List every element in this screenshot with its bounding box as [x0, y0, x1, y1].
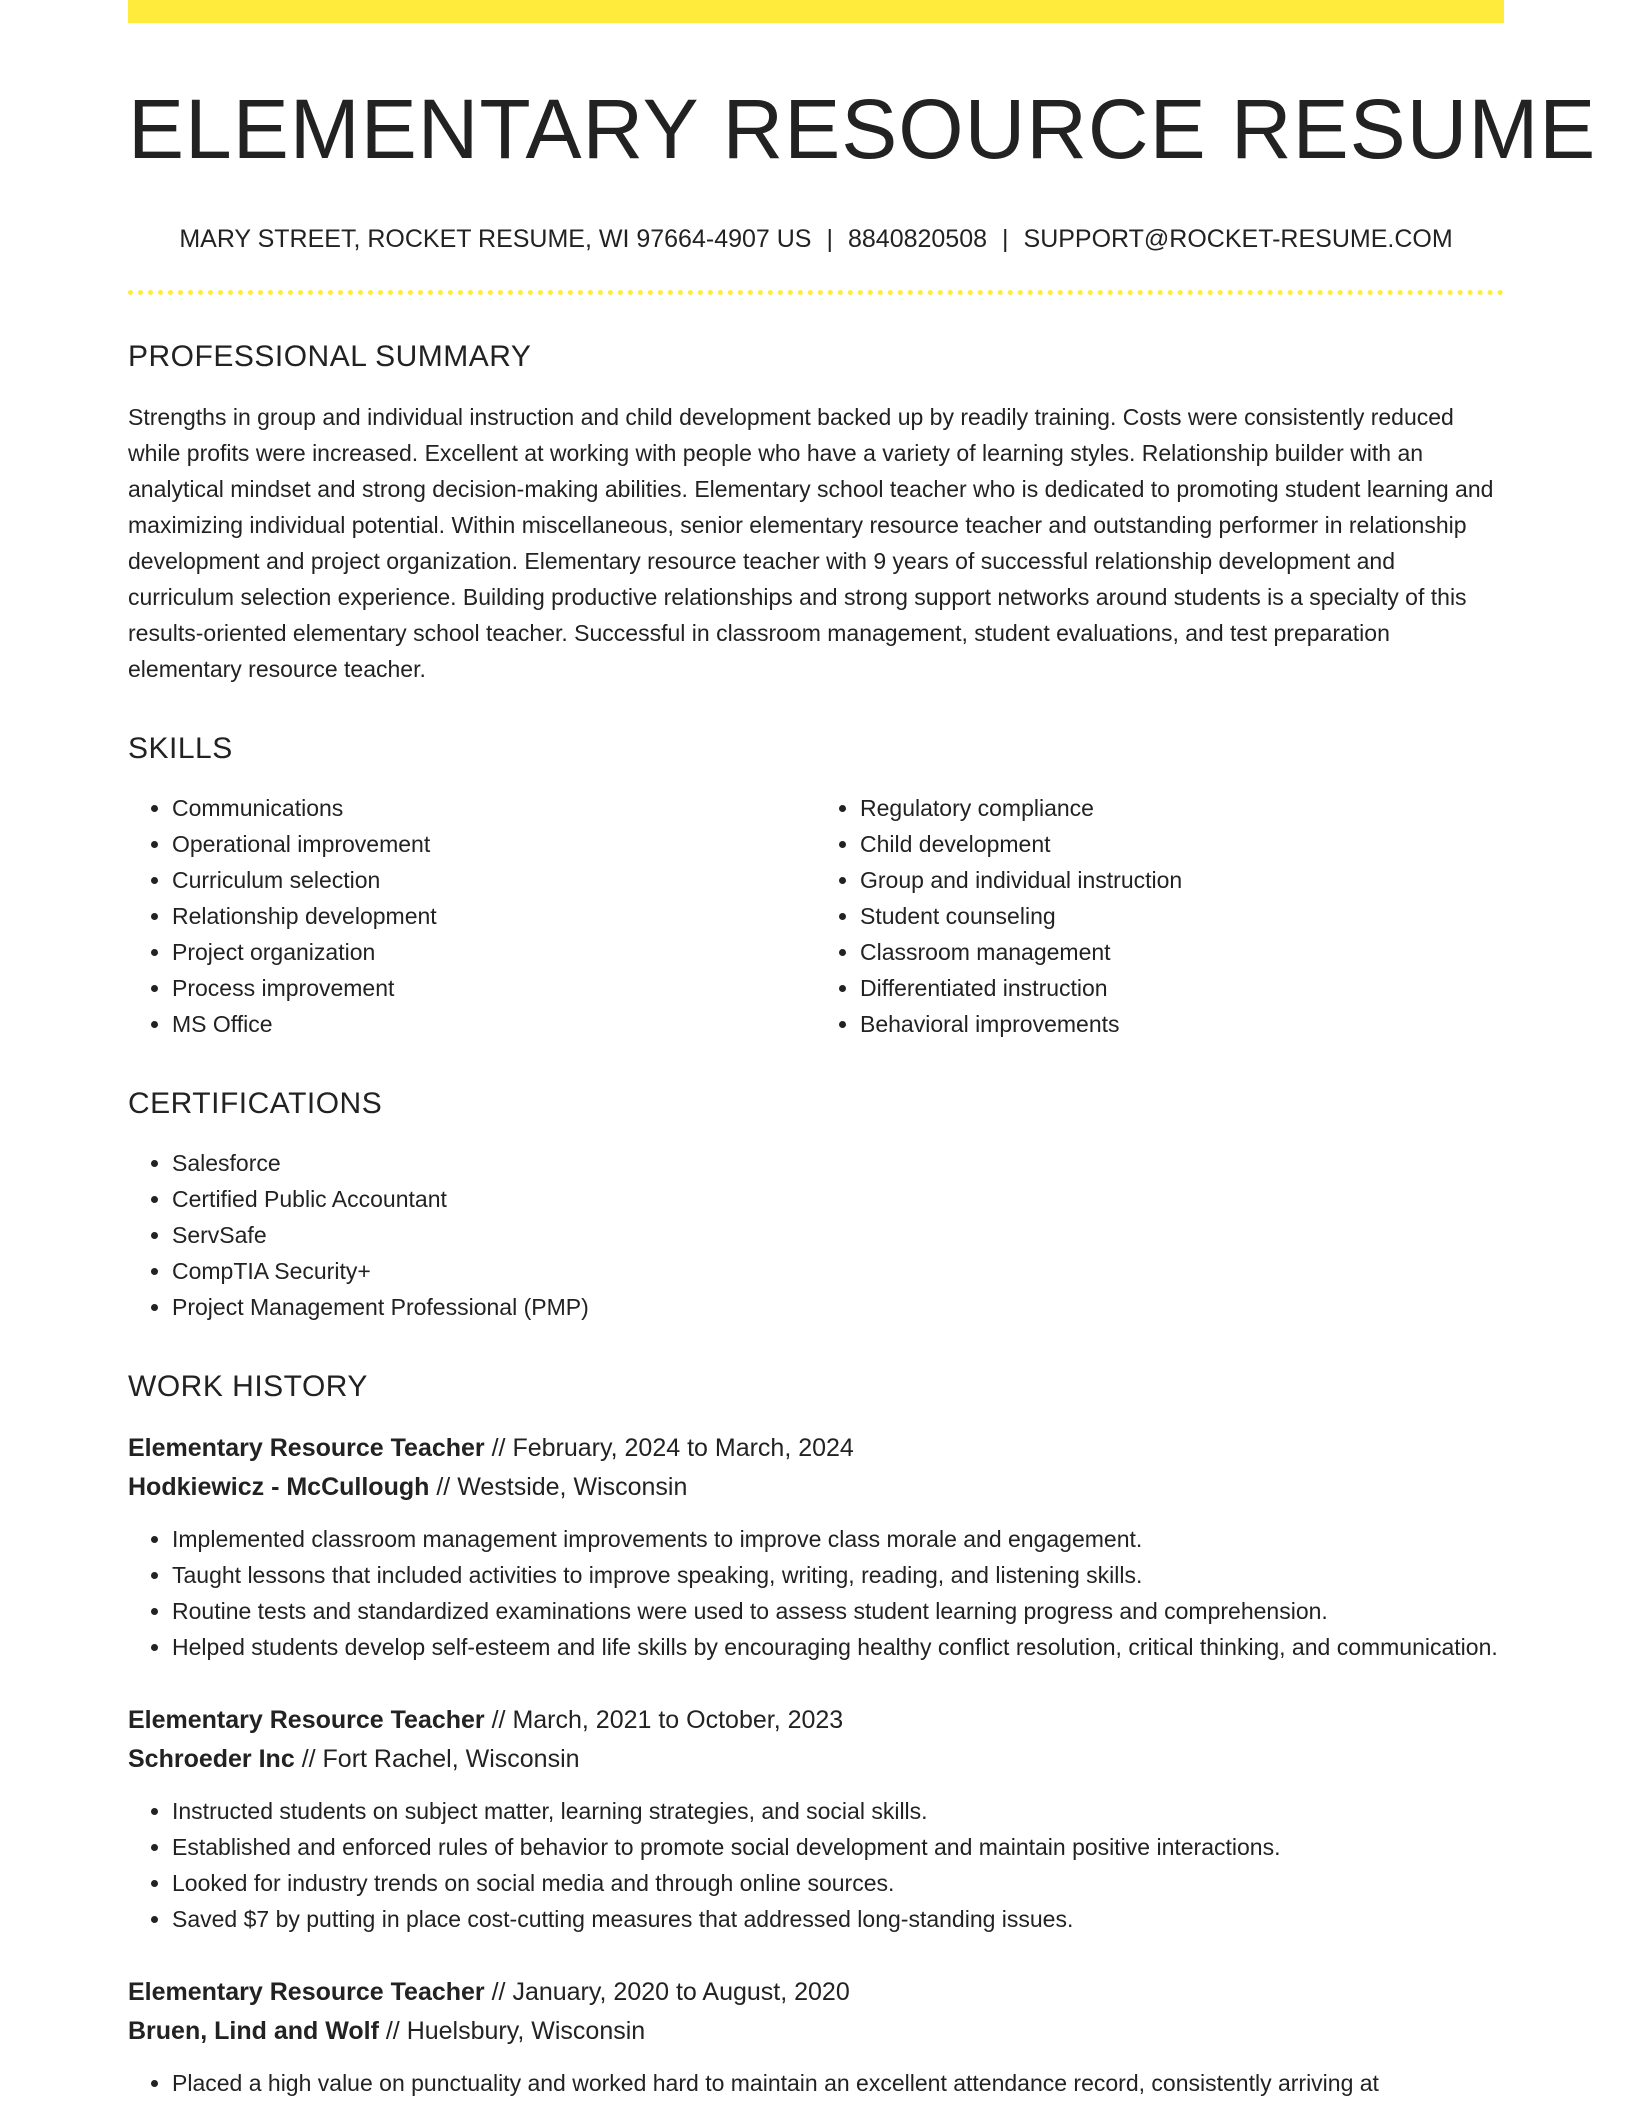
skill-item: • Project organization — [172, 934, 816, 970]
certification-item: • Project Management Professional (PMP) — [172, 1289, 1504, 1325]
certifications-section — [128, 1086, 1504, 1325]
certifications-heading: CERTIFICATIONS — [128, 1087, 383, 1121]
job-bullet: • Routine tests and standardized examinations were used to assess student learning progress and comprehension. — [172, 1593, 1504, 1629]
skill-item: • Process improvement — [172, 970, 816, 1006]
job-company-line — [128, 1740, 1504, 1779]
job-bullets — [128, 2065, 1504, 2101]
skill-item: • Classroom management — [860, 934, 1504, 970]
skill-item: • Differentiated instruction — [860, 970, 1504, 1006]
skill-item: • Child development — [860, 826, 1504, 862]
certification-item: • Salesforce — [172, 1145, 1504, 1181]
job-entry — [128, 1429, 1504, 1665]
job-location: // Fort Rachel, Wisconsin — [301, 1745, 580, 1774]
work-history-heading: WORK HISTORY — [128, 1370, 368, 1404]
job-bullet: • Established and enforced rules of behavior to promote social development and maintain positive interactions. — [172, 1829, 1504, 1865]
certifications-list — [128, 1145, 1504, 1325]
contact-separator: | — [1002, 225, 1009, 254]
contact-line — [128, 225, 1504, 254]
job-title-line — [128, 1429, 1504, 1468]
job-bullet: • Helped students develop self-esteem and life skills by encouraging healthy conflict resolution, critical thinking, and communication. — [172, 1629, 1504, 1665]
resume-page — [128, 0, 1597, 2101]
dotted-divider — [128, 290, 1504, 295]
skill-item: • Curriculum selection — [172, 862, 816, 898]
job-company-line — [128, 1468, 1504, 1507]
job-title-line — [128, 1701, 1504, 1740]
contact-phone: 8840820508 — [847, 225, 988, 254]
job-title-line — [128, 1973, 1504, 2012]
resume-title: ELEMENTARY RESOURCE RESUME — [128, 82, 1597, 176]
job-title: Elementary Resource Teacher — [128, 1434, 485, 1463]
top-accent-bar — [128, 0, 1504, 23]
job-location: // Westside, Wisconsin — [436, 1473, 688, 1502]
skill-item: • Group and individual instruction — [860, 862, 1504, 898]
skills-list-right — [816, 790, 1504, 1042]
certification-item: • CompTIA Security+ — [172, 1253, 1504, 1289]
skill-item: • Communications — [172, 790, 816, 826]
certification-item: • ServSafe — [172, 1217, 1504, 1253]
job-bullet: • Saved $7 by putting in place cost-cutting measures that addressed long-standing issues. — [172, 1901, 1504, 1937]
job-dates: // March, 2021 to October, 2023 — [491, 1706, 844, 1735]
summary-heading: PROFESSIONAL SUMMARY — [128, 340, 532, 374]
skill-item: • Regulatory compliance — [860, 790, 1504, 826]
skills-columns — [128, 790, 1504, 1042]
skill-item: • MS Office — [172, 1006, 816, 1042]
contact-email: SUPPORT@ROCKET-RESUME.COM — [1023, 225, 1453, 254]
job-location: // Huelsbury, Wisconsin — [385, 2017, 646, 2046]
skills-heading: SKILLS — [128, 732, 233, 766]
job-bullets — [128, 1793, 1504, 1937]
skill-item: • Student counseling — [860, 898, 1504, 934]
contact-address: MARY STREET, ROCKET RESUME, WI 97664-4907 US — [179, 225, 812, 254]
job-title: Elementary Resource Teacher — [128, 1978, 485, 2007]
skill-item: • Behavioral improvements — [860, 1006, 1504, 1042]
summary-text: Strengths in group and individual instruction and child development backed up by readily training. Costs were consistently reduced while profits were increased. Excellent at working with people who have a variety of learning styles. Relationship builder with an analytical mindset and strong decision-making abilities. Elementary school teacher who is dedicated to promoting student learning and maximizing individual potential. Within miscellaneous, senior elementary resource teacher and outstanding performer in relationship development and project organization. Elementary resource teacher with 9 years of successful relationship development and curriculum selection experience. Building productive relationships and strong support networks around students is a specialty of this results-oriented elementary school teacher. Successful in classroom management, student evaluations, and test preparation elementary resource teacher. — [128, 404, 1494, 683]
job-bullet: • Taught lessons that included activities to improve speaking, writing, reading, and listening skills. — [172, 1557, 1504, 1593]
skills-section — [128, 731, 1504, 1042]
job-dates: // February, 2024 to March, 2024 — [491, 1434, 854, 1463]
job-company: Bruen, Lind and Wolf — [128, 2017, 379, 2046]
job-bullets — [128, 1521, 1504, 1665]
job-entry — [128, 1701, 1504, 1937]
job-dates: // January, 2020 to August, 2020 — [491, 1978, 850, 2007]
job-bullet: • Placed a high value on punctuality and worked hard to maintain an excellent attendance record, consistently arriving at — [172, 2065, 1504, 2101]
skill-item: • Operational improvement — [172, 826, 816, 862]
job-bullet: • Implemented classroom management improvements to improve class morale and engagement. — [172, 1521, 1504, 1557]
job-bullet: • Instructed students on subject matter, learning strategies, and social skills. — [172, 1793, 1504, 1829]
work-history-section — [128, 1369, 1504, 2101]
contact-separator: | — [826, 225, 833, 254]
summary-section — [128, 339, 1504, 687]
job-entry — [128, 1973, 1504, 2101]
job-company: Hodkiewicz - McCullough — [128, 1473, 430, 1502]
job-title: Elementary Resource Teacher — [128, 1706, 485, 1735]
job-bullet: • Looked for industry trends on social media and through online sources. — [172, 1865, 1504, 1901]
skill-item: • Relationship development — [172, 898, 816, 934]
job-company: Schroeder Inc — [128, 1745, 295, 1774]
skills-list-left — [128, 790, 816, 1042]
job-company-line — [128, 2012, 1504, 2051]
certification-item: • Certified Public Accountant — [172, 1181, 1504, 1217]
